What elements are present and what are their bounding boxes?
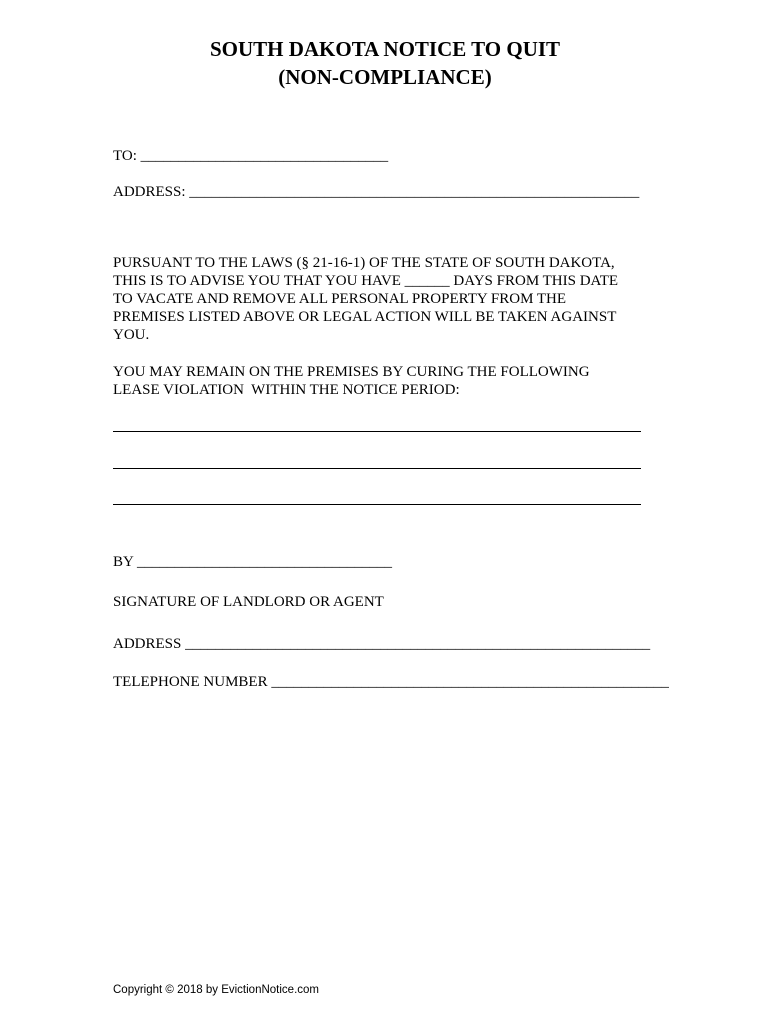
notice-paragraph — [113, 254, 653, 344]
violation-blank-line-1 — [113, 431, 641, 432]
notice-paragraph-line: PURSUANT TO THE LAWS (§ 21-16-1) OF THE STATE OF SOUTH DAKOTA, — [113, 255, 615, 271]
document-title-line-1: SOUTH DAKOTA NOTICE TO QUIT — [209, 37, 561, 61]
notice-paragraph-line: THIS IS TO ADVISE YOU THAT YOU HAVE ______ DAYS FROM THIS DATE — [113, 273, 619, 289]
landlord-address-line: ADDRESS ______________________________________________________________ — [113, 636, 651, 652]
cure-paragraph-line: YOU MAY REMAIN ON THE PREMISES BY CURING THE FOLLOWING — [113, 364, 590, 380]
signature-label: SIGNATURE OF LANDLORD OR AGENT — [113, 594, 384, 610]
notice-paragraph-line: TO VACATE AND REMOVE ALL PERSONAL PROPERTY FROM THE — [113, 291, 567, 307]
copyright-footer: Copyright © 2018 by EvictionNotice.com — [113, 984, 319, 996]
by-line: BY __________________________________ — [113, 554, 393, 570]
telephone-line: TELEPHONE NUMBER _____________________________________________________ — [113, 674, 669, 690]
address-line: ADDRESS: ____________________________________________________________ — [113, 184, 640, 200]
document-title-line-2: (NON-COMPLIANCE) — [278, 65, 492, 89]
violation-blank-line-2 — [113, 468, 641, 469]
violation-blank-line-3 — [113, 504, 641, 505]
cure-paragraph-line: LEASE VIOLATION WITHIN THE NOTICE PERIOD: — [113, 382, 460, 398]
notice-paragraph-line: PREMISES LISTED ABOVE OR LEGAL ACTION WILL BE TAKEN AGAINST — [113, 309, 617, 325]
notice-paragraph-line: YOU. — [113, 327, 150, 343]
to-line: TO: _________________________________ — [113, 148, 389, 164]
cure-paragraph — [113, 363, 653, 399]
